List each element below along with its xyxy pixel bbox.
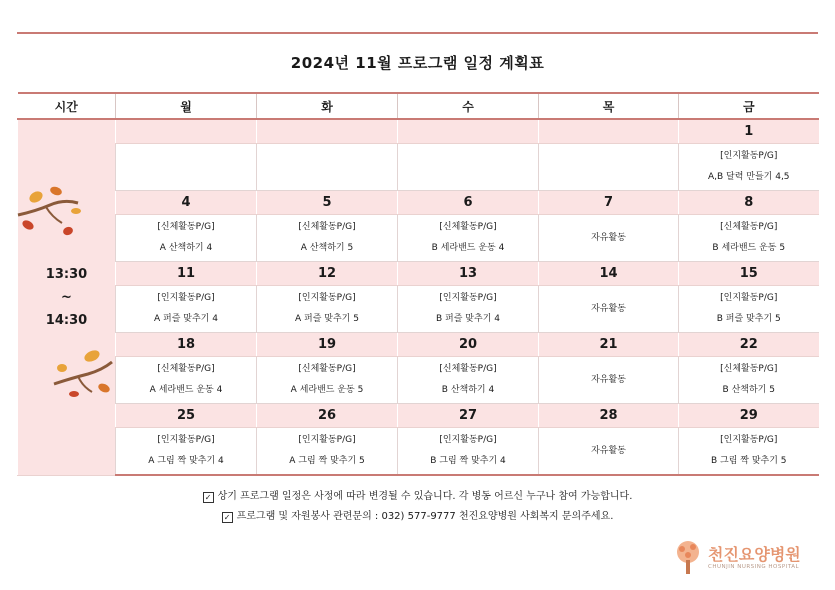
activity-cell [679, 144, 819, 191]
activity-line: A,B 달력 만들기 4,5 [707, 172, 790, 182]
date-cell [398, 119, 539, 144]
activity-line: [인지활동P/G] [298, 293, 356, 303]
activity-row [18, 286, 819, 333]
date-cell: 21 [539, 333, 679, 357]
checkbox-icon: ✓ [222, 512, 233, 523]
date-cell: 27 [398, 404, 539, 428]
date-cell: 8 [679, 191, 819, 215]
activity-line: A 세라밴드 운동 4 [149, 385, 223, 395]
header-tue: 화 [257, 93, 398, 119]
date-cell: 26 [257, 404, 398, 428]
page-title: 2024년 11월 프로그램 일정 계획표 [290, 54, 545, 72]
activity-cell [679, 215, 819, 262]
date-cell: 15 [679, 262, 819, 286]
activity-line: 자유활동 [591, 303, 626, 314]
activity-line: B 그림 짝 맞추기 5 [710, 456, 787, 466]
date-cell: 14 [539, 262, 679, 286]
checkbox-icon: ✓ [203, 492, 214, 503]
date-row [18, 333, 819, 357]
activity-cell [539, 357, 679, 404]
notes [0, 487, 835, 527]
activity-line: A 산책하기 4 [159, 243, 213, 253]
activity-cell [398, 144, 539, 191]
time-sep: ~ [61, 289, 72, 305]
date-cell: 4 [116, 191, 257, 215]
activity-cell [539, 144, 679, 191]
activity-line: [인지활동P/G] [720, 435, 778, 445]
activity-line: A 세라밴드 운동 5 [290, 385, 364, 395]
activity-line: [신체활동P/G] [720, 222, 778, 232]
activity-line: B 세라밴드 운동 4 [431, 243, 505, 253]
header-wed: 수 [398, 93, 539, 119]
top-rule [17, 32, 818, 34]
header-row [18, 93, 819, 119]
activity-line: [신체활동P/G] [157, 364, 215, 374]
logo-name: 천진요양병원 [708, 545, 801, 564]
activity-row [18, 357, 819, 404]
date-cell: 6 [398, 191, 539, 215]
activity-cell [679, 428, 819, 476]
activity-line: [인지활동P/G] [157, 435, 215, 445]
note-line: ✓ 상기 프로그램 일정은 사정에 따라 변경될 수 있습니다. 각 병동 어르신 누구나 참여 가능합니다. [0, 487, 835, 507]
activity-line: A 그림 짝 맞추기 4 [148, 456, 224, 466]
time-end: 14:30 [45, 312, 88, 328]
activity-line: A 산책하기 5 [300, 243, 354, 253]
activity-cell [679, 286, 819, 333]
time-start: 13:30 [45, 266, 88, 282]
activity-row [18, 428, 819, 476]
date-row [18, 191, 819, 215]
date-cell: 11 [116, 262, 257, 286]
header-time: 시간 [18, 93, 116, 119]
activity-line: [인지활동P/G] [439, 435, 497, 445]
activity-line: [인지활동P/G] [439, 293, 497, 303]
note-line: ✓ 프로그램 및 자원봉사 관련문의 : 032) 577-9777 천진요양병원 사회복지 문의주세요. [0, 507, 835, 527]
activity-cell [539, 428, 679, 476]
activity-line: [인지활동P/G] [157, 293, 215, 303]
time-cell [18, 119, 116, 475]
activity-line: [신체활동P/G] [298, 364, 356, 374]
activity-cell [257, 215, 398, 262]
activity-line: A 그림 짝 맞추기 5 [289, 456, 365, 466]
header-mon: 월 [116, 93, 257, 119]
date-cell: 25 [116, 404, 257, 428]
date-cell: 12 [257, 262, 398, 286]
date-cell: 13 [398, 262, 539, 286]
date-cell: 5 [257, 191, 398, 215]
date-cell: 29 [679, 404, 819, 428]
activity-line: B 산책하기 4 [441, 385, 495, 395]
date-cell: 7 [539, 191, 679, 215]
date-cell: 1 [679, 119, 819, 144]
date-cell: 20 [398, 333, 539, 357]
schedule-table [17, 92, 819, 476]
activity-cell [539, 286, 679, 333]
autumn-branch-icon [52, 348, 114, 404]
date-cell: 19 [257, 333, 398, 357]
hospital-logo [671, 540, 801, 576]
header-thu: 목 [539, 93, 679, 119]
activity-cell [116, 144, 257, 191]
activity-cell [257, 357, 398, 404]
activity-line: [신체활동P/G] [439, 364, 497, 374]
activity-cell [398, 357, 539, 404]
activity-line: B 산책하기 5 [722, 385, 775, 395]
date-cell: 18 [116, 333, 257, 357]
activity-line: 자유활동 [591, 374, 626, 385]
activity-cell [679, 357, 819, 404]
activity-line: [인지활동P/G] [720, 293, 778, 303]
activity-cell [116, 286, 257, 333]
activity-cell [257, 144, 398, 191]
activity-line: [신체활동P/G] [720, 364, 778, 374]
activity-cell [116, 357, 257, 404]
activity-cell [116, 428, 257, 476]
activity-line: 자유활동 [591, 232, 626, 243]
activity-line: B 퍼즐 맞추기 5 [716, 314, 781, 324]
autumn-branch-icon [16, 183, 82, 249]
header-fri: 금 [679, 93, 819, 119]
activity-line: B 퍼즐 맞추기 4 [436, 314, 500, 324]
activity-line: B 세라밴드 운동 5 [712, 243, 786, 253]
activity-cell [257, 286, 398, 333]
date-cell [539, 119, 679, 144]
date-row [18, 119, 819, 144]
activity-line: [인지활동P/G] [720, 151, 778, 161]
activity-line: [신체활동P/G] [439, 222, 497, 232]
activity-cell [257, 428, 398, 476]
activity-line: [인지활동P/G] [298, 435, 356, 445]
activity-cell [398, 215, 539, 262]
activity-line: 자유활동 [591, 445, 626, 456]
date-cell: 22 [679, 333, 819, 357]
activity-line: B 그림 짝 맞추기 4 [430, 456, 506, 466]
activity-cell [398, 428, 539, 476]
activity-line: A 퍼즐 맞추기 5 [295, 314, 359, 324]
date-cell [257, 119, 398, 144]
activity-line: A 퍼즐 맞추기 4 [154, 314, 218, 324]
activity-line: [신체활동P/G] [157, 222, 215, 232]
date-cell: 28 [539, 404, 679, 428]
logo-sub: CHUNJIN NURSING HOSPITAL [708, 564, 800, 570]
activity-cell [116, 215, 257, 262]
date-cell [116, 119, 257, 144]
tree-logo-icon [671, 540, 705, 576]
activity-line: [신체활동P/G] [298, 222, 356, 232]
activity-cell [398, 286, 539, 333]
activity-cell [539, 215, 679, 262]
date-row [18, 262, 819, 286]
activity-row [18, 144, 819, 191]
date-row [18, 404, 819, 428]
activity-row [18, 215, 819, 262]
